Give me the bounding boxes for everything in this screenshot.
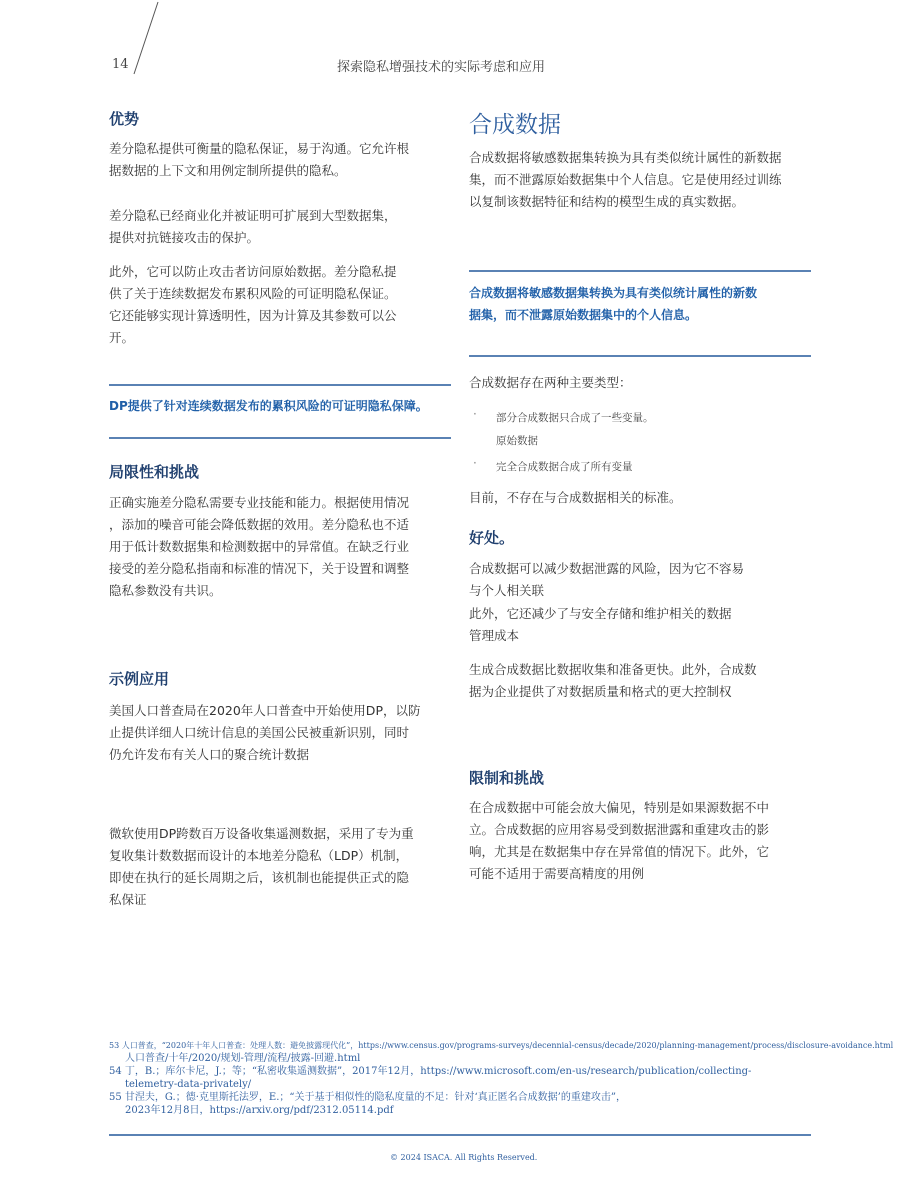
types-intro: 合成数据存在两种主要类型： [469,375,632,390]
advantages-paragraph-1: 差分隐私提供可衡量的隐私保证，易于沟通。它允许根 据数据的上下文和用例定制所提供的隐私。 [109,141,410,178]
footnote-55-continuation: 2023年12月8日，https://arxiv.org/pdf/2312.05114.pdf [125,1105,394,1116]
limitations-heading: 局限性和挑战 [109,463,200,481]
list-item: 原始数据 [496,435,538,447]
advantages-paragraph-2: 差分隐私已经商业化并被证明可扩展到大型数据集， 提供对抗链接攻击的保护。 [109,208,397,245]
synthetic-callout: 合成数据将敏感数据集转换为具有类似统计属性的新数 据集，而不泄露原始数据集中的个人信息。 [469,286,758,322]
benefits-paragraph-3: 生成合成数据比数据收集和准备更快。此外，合成数 据为企业提供了对数据质量和格式的更大控制权 [469,662,757,699]
copyright: © 2024 ISACA. All Rights Reserved. [390,1153,538,1162]
list-item: 完全合成数据合成了所有变量 [496,461,633,473]
examples-heading: 示例应用 [109,670,170,688]
benefits-paragraph-2: 此外，它还减少了与安全存储和维护相关的数据 管理成本 [469,606,732,643]
dp-callout: DP提供了针对连续数据发布的累积风险的可证明隐私保障。 [109,399,428,413]
callout-rule-bottom [109,437,451,439]
list-item: 部分合成数据只合成了一些变量。 [496,412,654,424]
footnote-54-continuation: telemetry-data-privately/ [125,1079,252,1090]
header-slash-line [130,0,162,76]
list-bullet: · [473,456,477,470]
synthetic-data-heading: 合成数据 [469,112,561,138]
benefits-paragraph-1: 合成数据可以减少数据泄露的风险，因为它不容易 与个人相关联 [469,561,745,598]
synthetic-callout-rule-top [469,270,811,272]
advantages-paragraph-3: 此外，它可以防止攻击者访问原始数据。差分隐私提 供了关于连续数据发布累积风险的可证明隐私保证。 它还能够实现计算透明性，因为计算及其参数可以公 开。 [109,264,397,345]
examples-paragraph-1: 美国人口普查局在2020年人口普查中开始使用DP，以防 止提供详细人口统计信息的美国公民被重新识别，同时 仍允许发布有关人口的聚合统计数据 [109,703,421,762]
list-bullet: · [473,407,477,421]
footnote-53-continuation: 人口普查/十年/2020/规划-管理/流程/披露-回避.html [125,1053,361,1064]
footer-rule [109,1134,811,1136]
synthetic-callout-rule-bottom [469,355,811,357]
callout-rule-top [109,384,451,386]
benefits-heading: 好处。 [469,529,515,547]
standards-note: 目前，不存在与合成数据相关的标准。 [469,490,682,505]
footnote-55: 55 甘涅夫，G.；德·克里斯托法罗，E.；“关于基于相似性的隐私度量的不足：针对‘真正匿名合成数据’的重建攻击”， [109,1092,626,1103]
examples-paragraph-2: 微软使用DP跨数百万设备收集遥测数据，采用了专为重 复收集计数数据而设计的本地差分隐私（LDP）机制， 即使在执行的延长周期之后，该机制也能提供正式的隐 私保证 [109,826,414,907]
synthetic-data-paragraph: 合成数据将敏感数据集转换为具有类似统计属性的新数据 集，而不泄露原始数据集中个人信息。它是使用经过训练 以复制该数据特征和结构的模型生成的真实数据。 [469,150,782,209]
limitations-paragraph: 正确实施差分隐私需要专业技能和能力。根据使用情况 ，添加的噪音可能会降低数据的效用。差分隐私也不适 用于低计数数据集和检测数据中的异常值。在缺乏行业 接受的差分隐私指南和标准的情况下，关于设置和调整 隐私参数没有共识。 [109,495,410,598]
footnote-54: 54 丁，B.；库尔卡尼，J.；等；“私密收集遥测数据”，2017年12月，https://www.microsoft.com/en-us/research/publication/collecting- [109,1066,752,1077]
page-number: 14 [112,57,129,72]
footnote-53: 53 人口普查，“2020年十年人口普查：处理人数：避免披露现代化”，https://www.census.gov/programs-surveys/decennial-census/decade/2020/planning-management/process/disclosure-avoidance.html [109,1041,894,1050]
document-title: 探索隐私增强技术的实际考虑和应用 [337,60,546,75]
advantages-heading: 优势 [109,110,140,128]
synthetic-limits-heading: 限制和挑战 [469,769,545,787]
synthetic-limits-paragraph: 在合成数据中可能会放大偏见，特别是如果源数据不中 立。合成数据的应用容易受到数据泄露和重建攻击的影 响，尤其是在数据集中存在异常值的情况下。此外，它 可能不适用于需要高精度的用例 [469,800,770,881]
